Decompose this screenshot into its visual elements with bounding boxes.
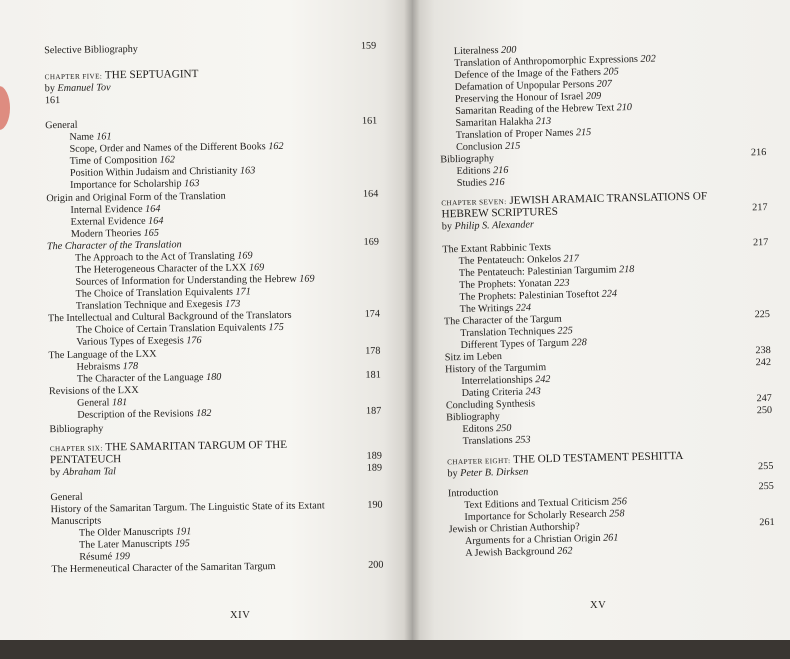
toc-text: The Character of the Language [76,371,207,385]
toc-text: Conclusion [455,140,506,154]
toc-text: PENTATEUCH [49,453,122,467]
toc-text: 224 [601,288,618,300]
toc-text: The Choice of Certain Translation Equivalents [76,322,269,336]
toc-text: 202 [640,53,656,65]
toc-text: 165 [143,227,159,239]
toc-page-number: 200 [368,559,384,571]
right-toc [412,0,790,640]
toc-text: Manuscripts [50,515,102,528]
toc-text: A Jewish Background [465,545,558,559]
toc-text: Different Types of Targum [460,337,572,351]
toc-text: 253 [515,434,531,446]
toc-text: Various Types of Exegesis [76,335,187,348]
right-page [412,0,790,640]
toc-text: 163 [239,165,256,177]
toc-text: The Pentateuch: Onkelos [458,253,564,268]
toc-text: 171 [235,286,251,298]
toc-text: Samaritan Reading of the Hebrew Text [455,102,617,118]
toc-text: The Hermeneutical Character of the Samaritan Targum [51,561,276,576]
toc-text: Hebraisms [76,361,123,373]
toc-text: Translation of Proper Names [455,127,577,142]
toc-entry [465,545,573,560]
toc-text: CHAPTER SIX: [49,444,103,454]
toc-text: JEWISH ARAMAIC TRANSLATIONS OF [506,190,708,207]
toc-page-number: 247 [756,392,772,405]
toc-text: The Character of the Targum [443,313,562,328]
toc-text: 173 [224,298,241,310]
toc-text: 191 [175,526,192,538]
toc-page-number: 190 [367,499,383,511]
toc-text: 261 [603,532,619,544]
toc-text: General [77,397,113,409]
toc-entry [50,465,116,479]
toc-entry [44,43,138,57]
toc-text: Sources of Information for Understanding the Hebrew [75,273,300,288]
toc-text: Importance for Scholarly Research [464,508,610,523]
toc-page-number: 161 [361,115,378,127]
toc-text: The Later Manuscripts [79,538,175,551]
toc-text: Dating Criteria [461,386,526,399]
toc-text: The Pentateuch: Palestinian Targumim [458,264,620,280]
left-folio: XIV [230,610,251,621]
toc-text: 224 [515,302,532,314]
toc-text: Translations [462,434,516,447]
toc-text: Bibliography [440,153,495,166]
toc-text: Sitz im Leben [444,351,503,364]
toc-entry [442,218,534,233]
toc-text: THE SEPTUAGINT [102,68,199,82]
book-gutter [404,0,420,640]
toc-page-number: 238 [755,344,771,357]
toc-text: 213 [535,115,552,128]
toc-text: Translation of Anthropomorphic Expressions [454,53,641,70]
toc-text: 256 [611,496,628,508]
toc-text: CHAPTER EIGHT: [447,456,511,467]
toc-text: 243 [525,386,541,398]
toc-page-number: 225 [754,308,771,321]
toc-text: 162 [159,154,176,166]
toc-text: Selective Bibliography [44,43,138,57]
toc-text: 262 [557,545,573,557]
toc-text: Bibliography [49,423,104,436]
toc-text: CHAPTER SEVEN: [441,197,507,208]
toc-text: The Older Manuscripts [78,526,177,539]
toc-text: 178 [122,360,139,373]
toc-text: The Heterogeneous Character of the LXX [75,262,250,276]
toc-text: History of the Targumim [444,362,547,376]
toc-text: 228 [571,337,587,349]
toc-text: by [441,221,455,233]
toc-page-number: 189 [366,450,382,462]
toc-page-number: 164 [362,188,379,200]
toc-text: 182 [196,407,212,420]
toc-page-number: 255 [757,460,774,473]
toc-text: Jewish or Christian Authorship? [448,521,580,536]
toc-text: 242 [535,373,551,386]
toc-text: The Prophets: Yonatan [459,277,555,292]
toc-text: 176 [186,335,202,347]
toc-text: Literalness [453,44,502,58]
toc-text: 161 [44,95,61,107]
toc-text: THE SAMARITAN TARGUM OF THE [102,438,288,454]
toc-text: Résumé [79,551,115,563]
toc-page-number: 242 [755,356,772,369]
toc-text: The Intellectual and Cultural Background of the Translators [47,309,292,325]
toc-text: 200 [500,44,517,56]
toc-text: The Character of the Translation [46,239,182,253]
toc-text: The Approach to the Act of Translating [75,250,238,264]
toc-text: 217 [563,253,579,265]
toc-text: Internal Evidence [70,203,146,216]
toc-text: by [44,83,58,95]
toc-text: by [50,467,63,479]
toc-text: 225 [557,325,573,337]
toc-text: Defence of the Image of the Fathers [454,66,604,82]
toc-page-number: 250 [756,404,773,417]
toc-text: 209 [585,90,602,103]
toc-text: 218 [618,264,635,276]
toc-entry [457,176,505,190]
toc-page-number: 255 [758,480,774,493]
toc-text: 215 [504,140,521,152]
toc-page-number: 217 [752,236,769,249]
toc-text: External Evidence [70,215,149,228]
toc-text: 169 [299,273,315,285]
toc-text: Defamation of Unpopular Persons [454,78,597,94]
toc-text: 164 [145,203,161,215]
toc-text: 223 [554,277,570,289]
toc-text: 199 [114,551,131,563]
toc-page-number: 178 [365,345,381,357]
toc-text: by [447,468,461,480]
toc-page-number: 216 [750,147,767,159]
toc-entry [51,560,275,576]
toc-text: Revisions of the LXX [48,384,139,398]
toc-text: 207 [596,78,613,90]
toc-text: 215 [575,126,592,139]
toc-text: General [50,491,83,504]
toc-text: Origin and Original Form of the Translation [46,190,226,205]
toc-text: The Prophets: Palestinian Toseftot [459,288,602,303]
toc-text: 163 [184,178,200,190]
toc-page-number: 181 [365,369,381,381]
toc-text: History of the Samaritan Targum. The Linguistic State of its Extant [50,500,325,516]
toc-page-number: 261 [759,516,775,529]
toc-text: Emanuel Tov [57,82,111,95]
toc-text: Samaritan Halakha [455,116,536,130]
toc-text: Philip S. Alexander [454,219,535,233]
toc-text: Scope, Order and Names of the Different Books [69,141,269,155]
toc-text: 250 [496,422,512,435]
toc-page-number: 174 [364,308,381,320]
toc-text: Studies [456,177,490,190]
toc-text: The Extant Rabbinic Texts [442,241,552,256]
toc-text: Editons [462,423,497,435]
toc-text: The Writings [459,302,516,315]
toc-text: Time of Composition [69,154,160,167]
toc-entry [45,94,60,107]
toc-text: Arguments for a Christian Origin [464,532,604,547]
toc-text: 169 [237,250,253,262]
toc-page-number: 187 [365,405,382,417]
toc-text: Interrelationships [461,374,536,387]
toc-page-number: 217 [752,201,768,214]
right-folio: XV [590,600,607,611]
toc-text: Concluding Synthesis [445,398,536,412]
toc-text: THE OLD TESTAMENT PESHITTA [510,449,684,466]
toc-text: 210 [616,102,633,114]
toc-text: Modern Theories [70,227,144,240]
toc-entry [77,407,211,422]
toc-text: Text Editions and Textual Criticism [464,496,612,511]
toc-text: Translation Technique and Exegesis [75,298,226,312]
toc-page-number: 189 [366,462,383,474]
toc-text: Peter B. Dirksen [460,466,529,480]
toc-page-number: 159 [360,40,377,52]
toc-text: The Language of the LXX [48,348,157,362]
toc-text: Name [69,131,97,143]
toc-text: Preserving the Honour of Israel [454,91,587,106]
toc-text: 169 [248,262,265,274]
toc-text: 205 [603,66,619,78]
toc-entry [49,422,103,436]
toc-text: Position Within Judaism and Christianity [69,165,241,179]
toc-text: The Choice of Translation Equivalents [75,286,236,300]
toc-text: Translation Techniques [460,325,558,339]
toc-text: Description of the Revisions [77,408,197,421]
toc-text: 162 [268,140,284,153]
toc-text: 216 [492,164,509,177]
toc-text: 258 [609,508,625,520]
toc-text: 175 [268,321,284,334]
toc-text: CHAPTER FIVE: [44,72,103,82]
toc-text: Bibliography [446,411,501,424]
toc-page-number: 169 [363,236,380,248]
toc-entry [447,465,528,480]
toc-text: Importance for Scholarship [70,178,185,191]
toc-text: Editions [456,165,494,178]
toc-text: HEBREW SCRIPTURES [441,205,559,221]
toc-text: 161 [96,131,112,143]
toc-text: 164 [148,215,164,227]
toc-entry [463,433,531,448]
toc-text: Introduction [447,487,499,500]
toc-text: 195 [174,538,190,550]
toc-text: Abraham Tal [62,466,117,478]
toc-text: 181 [111,397,128,409]
toc-text: 216 [489,176,505,189]
toc-text: 180 [205,371,222,383]
toc-text: General [45,119,78,132]
toc-line [0,39,408,58]
